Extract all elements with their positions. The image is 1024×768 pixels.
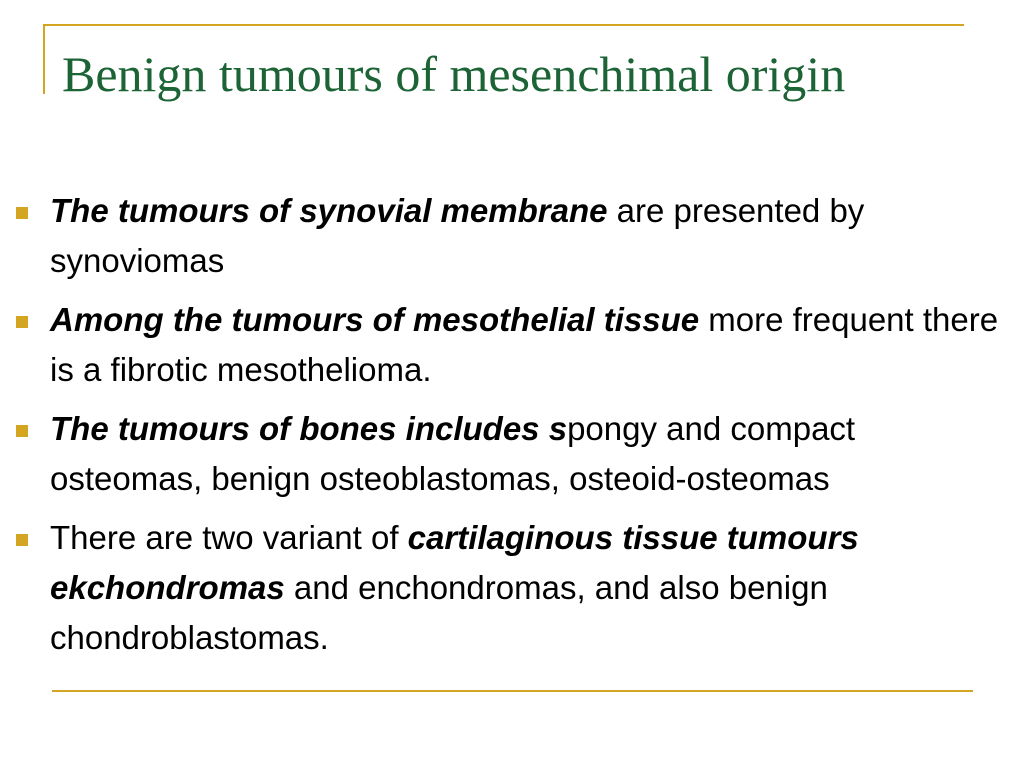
bottom-rule <box>52 690 973 692</box>
bullet-text: pongy and compact osteomas, benign osteoblastomas, osteoid-osteomas <box>50 410 856 497</box>
bullet-item <box>16 295 1016 395</box>
square-bullet-icon <box>16 534 28 546</box>
square-bullet-icon <box>16 207 28 219</box>
bullet-text: are presented by synoviomas <box>50 192 865 279</box>
left-rule <box>43 24 45 94</box>
bullet-text: There are two variant of <box>50 519 408 556</box>
bullet-emphasis: Among the tumours of mesothelial tissue <box>50 301 700 338</box>
bullet-emphasis: cartilaginous tissue tumours ekchondromas <box>50 519 859 606</box>
slide-title: Benign tumours of mesenchimal origin <box>62 46 846 102</box>
bullet-list <box>16 186 1016 672</box>
square-bullet-icon <box>16 316 28 328</box>
bullet-text: and enchondromas, and also benign chondroblastomas. <box>50 569 828 656</box>
bullet-item <box>16 404 1016 504</box>
bullet-item <box>16 513 1016 663</box>
square-bullet-icon <box>16 425 28 437</box>
bullet-emphasis: The tumours of synovial membrane <box>50 192 608 229</box>
bullet-item <box>16 186 1016 286</box>
bullet-text: more frequent there is a fibrotic mesothelioma. <box>50 301 999 388</box>
top-rule <box>43 24 964 26</box>
bullet-emphasis: The tumours of bones includes s <box>50 410 568 447</box>
